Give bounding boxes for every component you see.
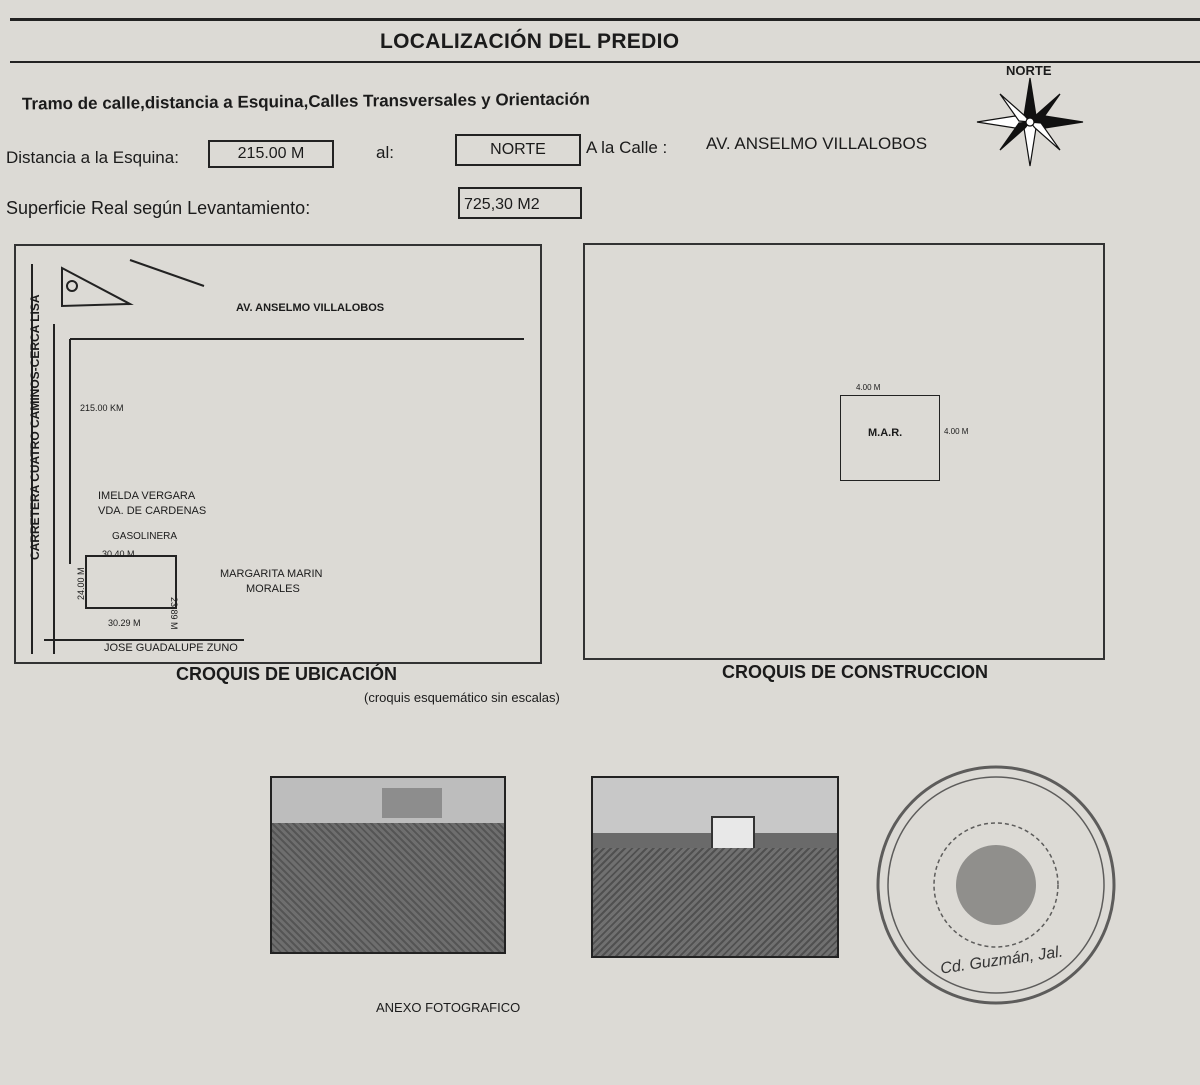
official-stamp-icon: [866, 755, 1126, 1015]
owner-right-2: MORALES: [246, 583, 300, 595]
owner-top-1: IMELDA VERGARA: [98, 490, 196, 502]
owner-top-2: VDA. DE CARDENAS: [98, 505, 207, 517]
construction-caption: CROQUIS DE CONSTRUCCION: [722, 662, 989, 682]
street-name: AV. ANSELMO VILLALOBOS: [706, 134, 928, 153]
al-label: al:: [376, 143, 394, 162]
dim-right: 23.89 M: [169, 597, 179, 630]
distance-km-label: 215.00 KM: [80, 403, 124, 413]
owner-right-1: MARGARITA MARIN: [220, 568, 323, 580]
mar-dim-top: 4.00 M: [856, 383, 881, 392]
photo-1: [270, 776, 506, 954]
distance-label: Distancia a la Esquina:: [6, 148, 179, 167]
street-label: A la Calle :: [586, 138, 668, 157]
annex-caption: ANEXO FOTOGRAFICO: [376, 1000, 521, 1015]
photo-2: [591, 776, 839, 958]
direction-box: NORTE: [455, 134, 581, 166]
page-title: LOCALIZACIÓN DEL PREDIO: [380, 30, 680, 53]
north-label: NORTE: [1006, 63, 1052, 78]
dim-bottom: 30.29 M: [108, 618, 141, 628]
location-caption: CROQUIS DE UBICACIÓN: [176, 664, 398, 684]
gasolinera-label: GASOLINERA: [112, 531, 178, 542]
surface-value-box: 725,30 M2: [458, 187, 582, 219]
road-top-label: AV. ANSELMO VILLALOBOS: [236, 302, 385, 314]
road-left-label: CARRETERA CUATRO CAMINOS-CERCA LISA: [28, 294, 42, 560]
mar-label: M.A.R.: [868, 427, 903, 439]
distance-value-box: 215.00 M: [208, 140, 334, 168]
stamp-text: Cd. Guzmán, Jal.: [939, 943, 1065, 978]
surface-label: Superficie Real según Levantamiento:: [6, 198, 311, 218]
section-subtitle: Tramo de calle,distancia a Esquina,Calles Transversales y Orientación: [21, 89, 590, 114]
bottom-owner: JOSE GUADALUPE ZUNO: [104, 642, 238, 654]
dim-top: 30.40 M: [102, 549, 135, 559]
compass-rose-icon: [975, 76, 1085, 168]
mar-dim-right: 4.00 M: [944, 427, 969, 436]
location-note: (croquis esquemático sin escalas): [364, 690, 560, 705]
dim-left: 24.00 M: [76, 567, 86, 600]
